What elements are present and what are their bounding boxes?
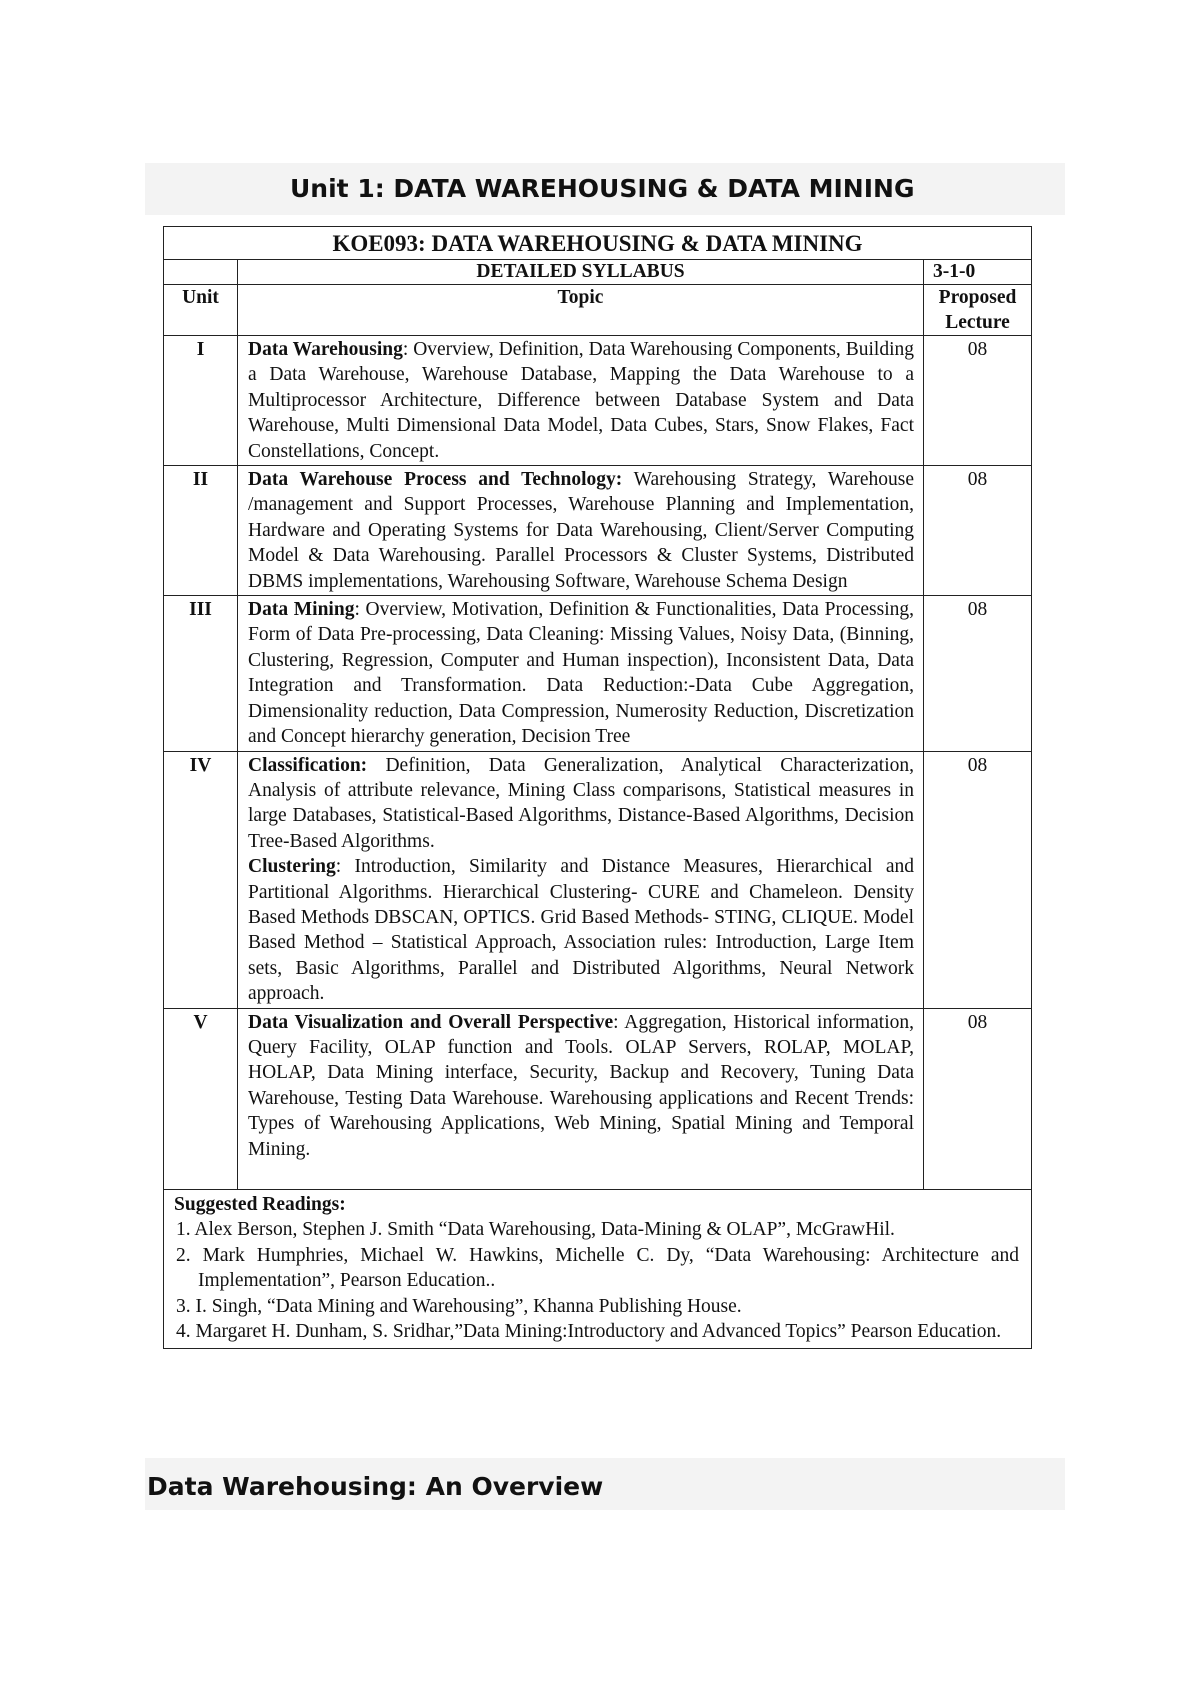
reading-item: 2. Mark Humphries, Michael W. Hawkins, Michelle C. Dy, “Data Warehousing: Architecture and Implementation”, Pearson Education.. (176, 1244, 1019, 1292)
topic-heading: Classification: (248, 754, 368, 776)
syllabus-title-row (164, 227, 1032, 260)
topic-text: : Introduction, Similarity and Distance Measures, Hierarchical and Partitional Algorithms. Hierarchical Clustering- CURE and Chameleon. Density Based Methods DBSCAN, OPTICS. Grid Based Methods- STING, CLIQUE. Model Based Method – Statistical Approach, Association rules: Introduction, Large Item sets, Basic Algorithms, Parallel and Distributed Algorithms, Neural Network approach. (248, 856, 914, 1005)
topic-text: Definition, Data Generalization, Analytical Characterization, Analysis of attribute relevance, Mining Class comparisons, Statistical measures in large Databases, Statistical-Based Algorithms, Distance-Based Algorithms, Decision Tree-Based Algorithms. (248, 754, 914, 852)
spacer (248, 1162, 914, 1188)
unit-topic (238, 336, 924, 466)
unit-heading: Unit 1: DATA WAREHOUSING & DATA MINING (145, 163, 1065, 215)
topic-paragraph (248, 854, 914, 1006)
credits: 3-1-0 (924, 260, 1032, 285)
unit-topic (238, 1008, 924, 1189)
topic-text: : Overview, Motivation, Definition & Functionalities, Data Processing, Form of Data Pre-processing, Data Cleaning: Missing Values, Noisy Data, (Binning, Clustering, Regression, Computer and Human inspection), Inconsistent Data, Data Integration and Transformation. Data Reduction:-Data Cube Aggregation, Dimensionality reduction, Data Compression, Numerosity Reduction, Discretization and Concept hierarchy generation, Decision Tree (248, 599, 914, 748)
unit-topic (238, 751, 924, 1008)
unit-lectures: 08 (924, 466, 1032, 596)
unit-rows (164, 336, 1032, 1190)
header-lecture: Proposed Lecture (924, 285, 1032, 336)
unit-number: I (164, 336, 238, 466)
topic-paragraph (248, 753, 914, 855)
topic-text: : Aggregation, Historical information, Query Facility, OLAP function and Tools. OLAP Servers, ROLAP, MOLAP, HOLAP, Data Mining interface, Security, Backup and Recovery, Tuning Data Warehouse, Testing Data Warehouse. Warehousing applications and Recent Trends: Types of Warehousing Applications, Web Mining, Spatial Mining and Temporal Mining. (248, 1011, 914, 1160)
syllabus-subtitle-row (164, 260, 1032, 285)
topic-paragraph (248, 597, 914, 749)
readings-row (164, 1190, 1032, 1349)
topic-heading: Data Warehouse Process and Technology: (248, 469, 623, 491)
unit-number: II (164, 466, 238, 596)
readings-cell (164, 1190, 1032, 1349)
unit-row (164, 751, 1032, 1008)
syllabus-table (163, 226, 1032, 1349)
reading-item: 3. I. Singh, “Data Mining and Warehousing”, Khanna Publishing House. (176, 1295, 742, 1317)
readings-title: Suggested Readings: (174, 1194, 346, 1215)
unit-row (164, 596, 1032, 751)
unit-row (164, 466, 1032, 596)
reading-item: 1. Alex Berson, Stephen J. Smith “Data Warehousing, Data-Mining & OLAP”, McGrawHil. (176, 1219, 895, 1241)
unit-topic (238, 596, 924, 751)
unit-number: III (164, 596, 238, 751)
unit-row (164, 336, 1032, 466)
unit-lectures: 08 (924, 1008, 1032, 1189)
unit-lectures: 08 (924, 596, 1032, 751)
unit-number: IV (164, 751, 238, 1008)
topic-paragraph (248, 467, 914, 594)
topic-paragraph (248, 337, 914, 464)
syllabus-title: KOE093: DATA WAREHOUSING & DATA MINING (164, 227, 1032, 260)
section-heading: Data Warehousing: An Overview (145, 1458, 1065, 1510)
unit-topic (238, 466, 924, 596)
header-topic: Topic (238, 285, 924, 336)
unit-lectures: 08 (924, 336, 1032, 466)
unit-lectures: 08 (924, 751, 1032, 1008)
unit-number: V (164, 1008, 238, 1189)
topic-text: : Overview, Definition, Data Warehousing Components, Building a Data Warehouse, Warehouse Database, Mapping the Data Warehouse to a Multiprocessor Architecture, Difference between Database System and Data Warehouse, Multi Dimensional Data Model, Data Cubes, Stars, Snow Flakes, Fact Constellations, Concept. (248, 339, 914, 462)
column-header-row (164, 285, 1032, 336)
topic-heading: Data Visualization and Overall Perspective (248, 1011, 614, 1033)
reading-item: 4. Margaret H. Dunham, S. Sridhar,”Data Mining:Introductory and Advanced Topics” Pearson Education. (176, 1321, 1002, 1343)
empty-cell (164, 260, 238, 285)
header-unit: Unit (164, 285, 238, 336)
topic-paragraph (248, 1010, 914, 1162)
topic-heading: Clustering (248, 856, 336, 878)
topic-heading: Data Mining (248, 599, 355, 621)
syllabus-subtitle: DETAILED SYLLABUS (238, 260, 924, 285)
topic-heading: Data Warehousing (248, 339, 403, 360)
topic-text: Warehousing Strategy, Warehouse /management and Support Processes, Warehouse Planning and Implementation, Hardware and Operating Systems for Data Warehousing, Client/Server Computing Model & Data Warehousing. Parallel Processors & Cluster Systems, Distributed DBMS implementations, Warehousing Software, Warehouse Schema Design (248, 469, 914, 592)
unit-row (164, 1008, 1032, 1189)
readings-list (174, 1217, 1019, 1344)
